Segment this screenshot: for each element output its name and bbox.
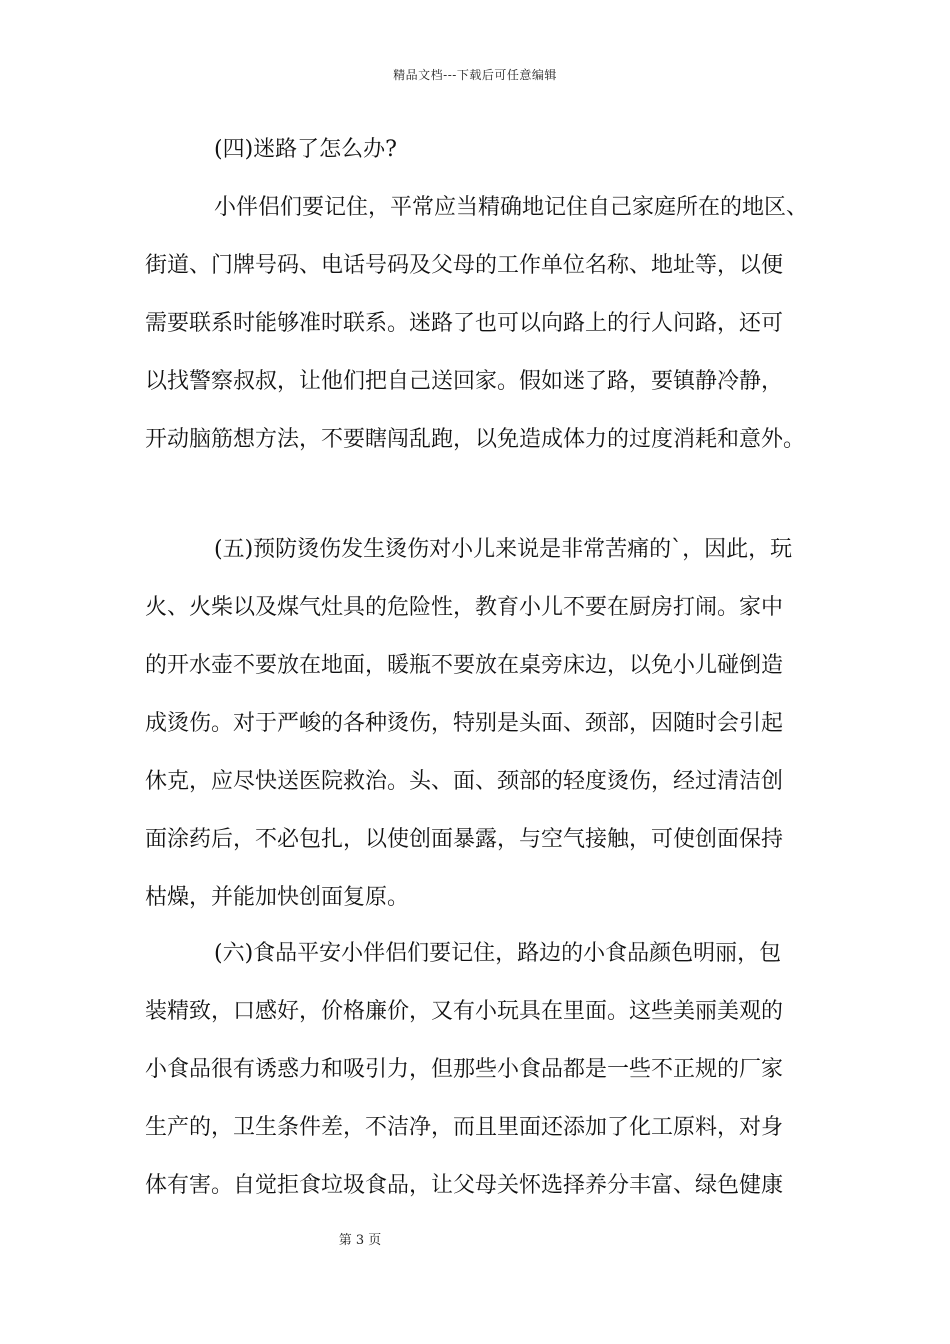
text-line: 以找警察叔叔，让他们把自己送回家。假如迷了路，要镇静冷静， — [145, 369, 784, 394]
text-line: 枯燥，并能加快创面复原。 — [145, 885, 410, 910]
text-line: 成烫伤。对于严峻的各种烫伤，特别是头面、颈部，因随时会引起 — [145, 711, 784, 736]
paragraph-burns — [145, 521, 810, 927]
paragraph-food — [145, 925, 810, 1215]
section-heading-lost — [145, 121, 810, 179]
text-line: 装精致，口感好，价格廉价，又有小玩具在里面。这些美丽美观的 — [145, 999, 784, 1024]
page-number: 第 3 页 — [338, 1233, 382, 1248]
text-line: (五)预防烫伤发生烫伤对小儿来说是非常苦痛的`，因此，玩 — [214, 537, 793, 562]
page-header: 精品文档---下载后可任意编辑 — [393, 68, 557, 82]
text-line: 的开水壶不要放在地面，暖瓶不要放在桌旁床边，以免小儿碰倒造 — [145, 653, 784, 678]
text-line: 休克，应尽快送医院救治。头、面、颈部的轻度烫伤，经过清洁创 — [145, 769, 784, 794]
paragraph-lost — [145, 179, 810, 469]
text-line: 面涂药后，不必包扎，以使创面暴露，与空气接触，可使创面保持 — [145, 827, 784, 852]
text-line: 火、火柴以及煤气灶具的危险性，教育小儿不要在厨房打闹。家中 — [145, 595, 784, 620]
text-line: 生产的，卫生条件差，不洁净，而且里面还添加了化工原料，对身 — [145, 1115, 784, 1140]
text-line: (六)食品平安小伴侣们要记住，路边的小食品颜色明丽，包 — [214, 941, 782, 966]
text-line: 体有害。自觉拒食垃圾食品，让父母关怀选择养分丰富、绿色健康 — [145, 1173, 784, 1198]
text-line: 开动脑筋想方法，不要瞎闯乱跑，以免造成体力的过度消耗和意外。 — [145, 427, 806, 452]
text-line: 需要联系时能够准时联系。迷路了也可以向路上的行人问路，还可 — [145, 311, 784, 336]
heading-line: (四)迷路了怎么办? — [214, 137, 397, 162]
text-line: 小伴侣们要记住，平常应当精确地记住自己家庭所在的地区、 — [214, 195, 809, 220]
text-line: 街道、门牌号码、电话号码及父母的工作单位名称、地址等，以便 — [145, 253, 784, 278]
text-line: 小食品很有诱惑力和吸引力，但那些小食品都是一些不正规的厂家 — [145, 1057, 784, 1082]
